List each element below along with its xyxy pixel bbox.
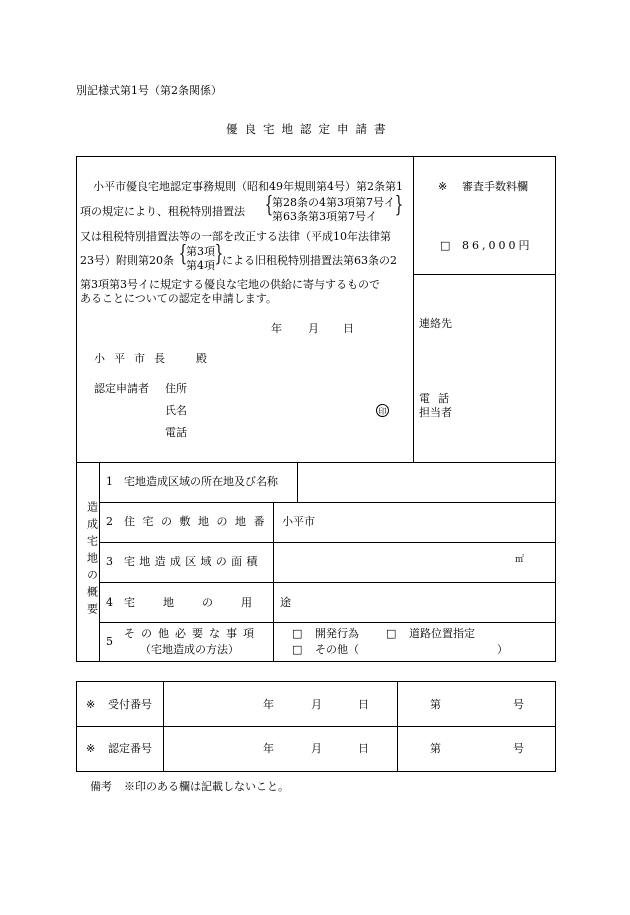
- contact-phone-label: 電話: [419, 392, 457, 405]
- certification-number-label: 認定番号: [108, 742, 152, 755]
- certification-month: 月: [311, 742, 322, 755]
- certification-year: 年: [263, 742, 274, 755]
- row-label: 住宅の敷地の地番: [124, 515, 272, 528]
- note-text: ※印のある欄は記載しないこと。: [124, 780, 289, 793]
- row-number: 5: [106, 635, 113, 648]
- page-title: 優良宅地認定申請書: [226, 122, 393, 136]
- certification-no-prefix: 第: [430, 742, 441, 755]
- row-label: 宅地造成区域の所在地及び名称: [124, 475, 278, 488]
- applicant-label: 認定申請者: [94, 382, 149, 395]
- development-checkbox[interactable]: □: [292, 627, 303, 640]
- note-mark: ※: [86, 742, 96, 755]
- receipt-month: 月: [311, 698, 322, 711]
- row-label: 宅地の用途: [124, 596, 319, 609]
- date-day-label: 日: [343, 322, 354, 335]
- road-designation-checkbox[interactable]: □: [386, 627, 397, 640]
- statement-line-5: 第3項第3号イに規定する優良な宅地の供給に寄与するもので: [80, 278, 380, 291]
- seal-mark-icon: 印: [376, 404, 389, 417]
- form-reference: 別記様式第1号（第2条関係）: [76, 84, 222, 97]
- address-label: 住所: [165, 382, 187, 395]
- certification-day: 日: [358, 742, 369, 755]
- overview-section-label: 造成宅地の概要: [85, 501, 99, 620]
- brace-left-icon: {: [178, 242, 188, 267]
- addressee: 小平市長: [94, 352, 174, 365]
- receipt-number-label: 受付番号: [108, 698, 152, 711]
- other-close-paren: ）: [497, 643, 508, 656]
- statement-line-1: 小平市優良宅地認定事務規則（昭和49年規則第4号）第2条第1: [93, 180, 403, 193]
- row-number: 4: [106, 596, 113, 609]
- statement-line-2: 項の規定により、租税特別措置法: [80, 205, 245, 218]
- date-month-label: 月: [308, 322, 319, 335]
- receipt-no-suffix: 号: [513, 698, 524, 711]
- fee-amount: 86,000円: [462, 239, 533, 252]
- fee-label: 審査手数料欄: [462, 180, 528, 193]
- date-year-label: 年: [271, 322, 282, 335]
- lot-number-field[interactable]: 小平市: [282, 515, 315, 528]
- receipt-year: 年: [263, 698, 274, 711]
- fee-note-mark: ※: [438, 180, 448, 193]
- statement-line-4-suffix: による旧租税特別措置法第63条の2: [222, 254, 397, 267]
- note-label: 備考: [90, 780, 112, 793]
- row-label: その他必要な事項: [124, 627, 260, 640]
- receipt-day: 日: [358, 698, 369, 711]
- other-checkbox[interactable]: □: [292, 643, 303, 656]
- row-label: 宅地造成区域の面積: [124, 555, 262, 568]
- option-paragraph-4: 第4項: [186, 259, 215, 272]
- row-number: 2: [106, 515, 113, 528]
- phone-label: 電話: [165, 426, 187, 439]
- receipt-no-prefix: 第: [430, 698, 441, 711]
- other-option-label: その他（: [315, 643, 359, 656]
- statement-line-3: 又は租税特別措置法等の一部を改正する法律（平成10年法律第: [80, 230, 391, 243]
- note-mark: ※: [86, 698, 96, 711]
- brace-right-icon: }: [214, 242, 224, 267]
- certification-no-suffix: 号: [513, 742, 524, 755]
- option-article-28: 第28条の4第3項第7号イ: [272, 196, 395, 209]
- development-option-label: 開発行為: [315, 627, 359, 640]
- honorific: 殿: [196, 352, 207, 365]
- statement-line-4: 23号）附則第20条: [80, 254, 174, 267]
- option-article-63: 第63条第3項第7号イ: [272, 210, 377, 223]
- row-sublabel: （宅地造成の方法）: [140, 643, 239, 656]
- fee-checkbox[interactable]: □: [440, 239, 451, 252]
- row-number: 3: [106, 555, 113, 568]
- statement-line-6: あることについての認定を申請します。: [80, 292, 277, 305]
- brace-right-icon: }: [394, 193, 404, 218]
- road-designation-option-label: 道路位置指定: [409, 627, 475, 640]
- name-label: 氏名: [165, 404, 187, 417]
- contact-label: 連絡先: [419, 317, 452, 330]
- contact-person-label: 担当者: [419, 406, 452, 419]
- row-number: 1: [106, 475, 113, 488]
- brace-left-icon: {: [264, 193, 274, 218]
- area-unit: ㎡: [515, 555, 525, 565]
- option-paragraph-3: 第3項: [186, 245, 215, 258]
